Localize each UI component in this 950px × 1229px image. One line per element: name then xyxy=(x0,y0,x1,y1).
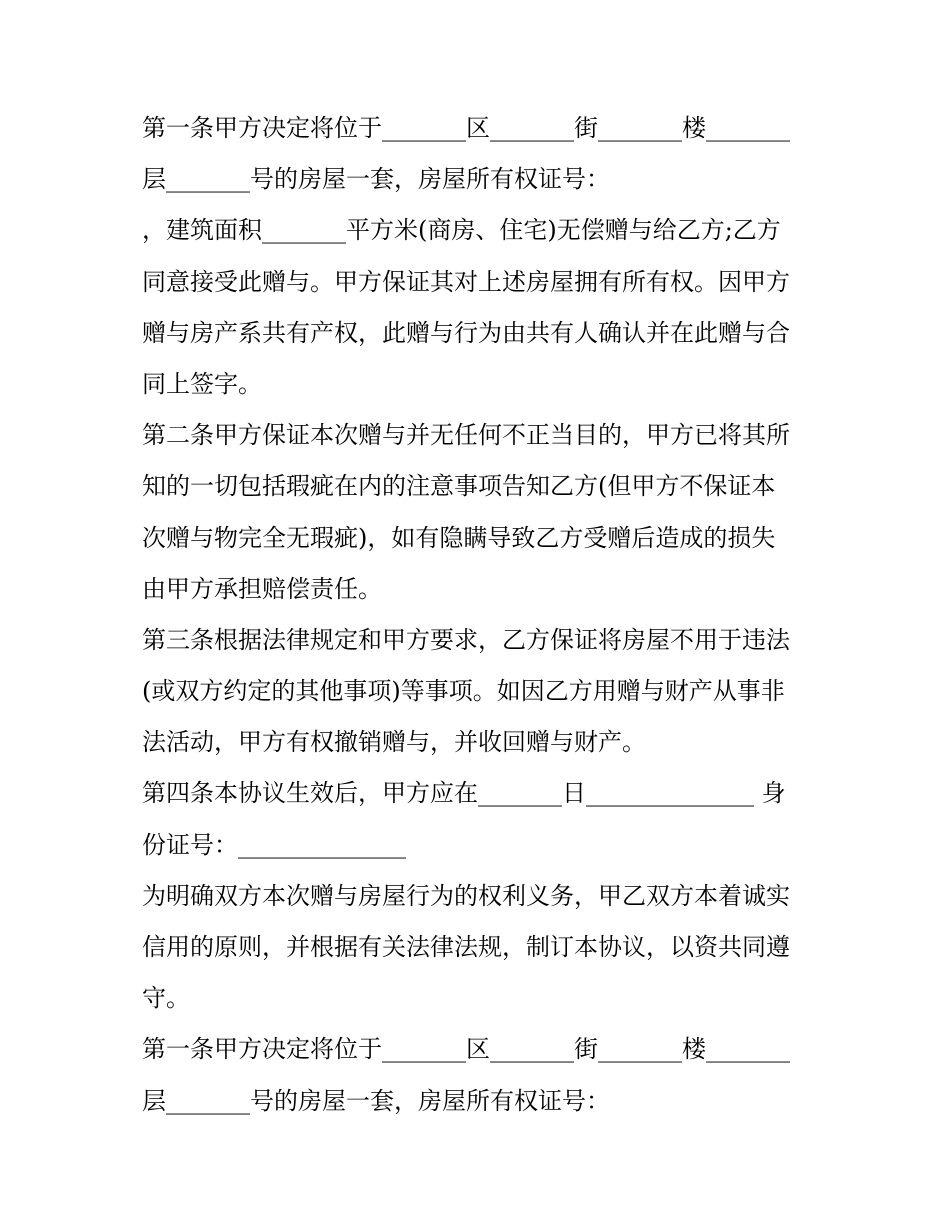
text-line: 同上签字。 xyxy=(142,369,262,398)
text-line: 为明确双方本次赠与房屋行为的权利义务，甲乙双方本着诚实 xyxy=(142,881,790,910)
text-line: 第四条本协议生效后，甲方应在_______日______________ 身 xyxy=(142,779,786,808)
document-text-body xyxy=(142,103,822,1127)
text-line: 知的一切包括瑕疵在内的注意事项告知乙方(但甲方不保证本 xyxy=(142,472,776,501)
text-line: 份证号：______________ xyxy=(142,830,406,859)
text-line: 层_______号的房屋一套，房屋所有权证号： xyxy=(142,165,610,194)
text-line: 层_______号的房屋一套，房屋所有权证号： xyxy=(142,1086,610,1115)
text-line: 由甲方承担赔偿责任。 xyxy=(142,574,382,603)
text-line: ，建筑面积_______平方米(商房、住宅)无偿赠与给乙方;乙方 xyxy=(142,216,781,245)
text-line: 同意接受此赠与。甲方保证其对上述房屋拥有所有权。因甲方 xyxy=(142,267,790,296)
text-line: 守。 xyxy=(142,984,190,1013)
text-line: 赠与房产系共有产权，此赠与行为由共有人确认并在此赠与合 xyxy=(142,318,790,347)
text-line: 第二条甲方保证本次赠与并无任何不正当目的，甲方已将其所 xyxy=(142,421,790,450)
text-line: 第三条根据法律规定和甲方要求，乙方保证将房屋不用于违法 xyxy=(142,625,790,654)
text-line: 第一条甲方决定将位于_______区_______街_______楼_______ xyxy=(142,114,790,142)
text-line: 信用的原则，并根据有关法律法规，制订本协议，以资共同遵 xyxy=(142,933,790,961)
text-line: (或双方约定的其他事项)等事项。如因乙方用赠与财产从事非 xyxy=(142,677,785,706)
text-line: 次赠与物完全无瑕疵)，如有隐瞒导致乙方受赠后造成的损失 xyxy=(142,523,776,552)
text-line: 法活动，甲方有权撤销赠与，并收回赠与财产。 xyxy=(142,728,646,757)
text-line: 第一条甲方决定将位于_______区_______街_______楼_______ xyxy=(142,1035,790,1064)
